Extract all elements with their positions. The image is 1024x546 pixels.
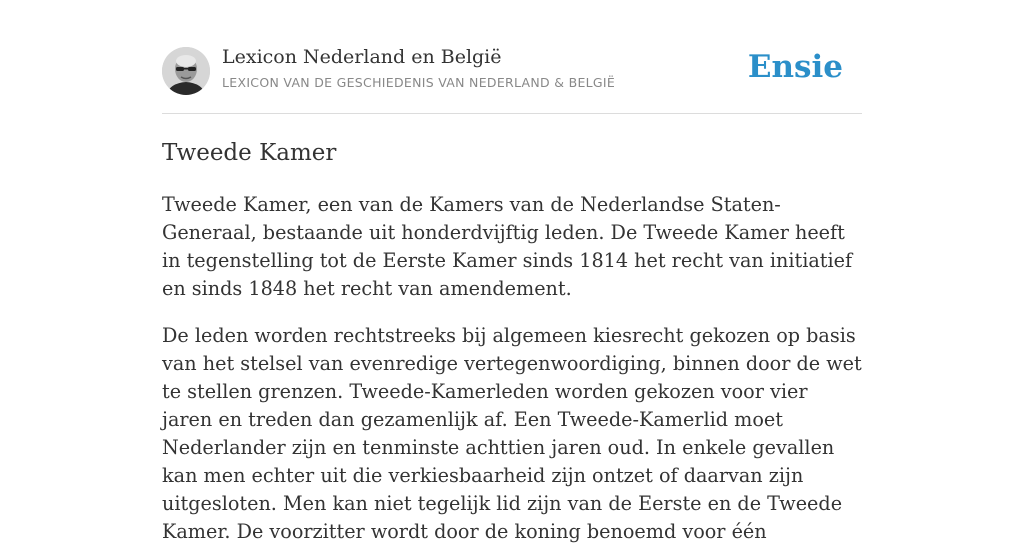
source-header (162, 0, 862, 114)
page (162, 0, 862, 546)
author-avatar-icon[interactable] (162, 47, 210, 95)
ensie-logo-link[interactable]: Ensie (747, 49, 843, 85)
entry-body (162, 191, 862, 546)
source-subtitle: LEXICON VAN DE GESCHIEDENIS VAN NEDERLAND & BELGIË (222, 75, 616, 90)
entry-paragraph: De leden worden rechtstreeks bij algemeen kiesrecht gekozen op basis van het stelsel van evenredige vertegenwoordiging, binnen door de wet te stellen grenzen. Tweede-Kamerleden worden gekozen voor vier jaren en treden dan gezamenlijk af. Een Tweede-Kamerlid moet Nederlander zijn en tenminste achttien jaren oud. In enkele gevallen kan men echter uit die verkiesbaarheid zijn ontzet of daarvan zijn uitgesloten. Men kan niet tegelijk lid zijn van de Eerste en de Tweede Kamer. De voorzitter wordt door de koning benoemd voor één (162, 324, 862, 543)
entry-title: Tweede Kamer (162, 140, 337, 166)
source-title-link[interactable]: Lexicon Nederland en België (222, 46, 502, 68)
entry-paragraph: Tweede Kamer, een van de Kamers van de Nederlandse Staten-Generaal, bestaande uit honderdvijftig leden. De Tweede Kamer heeft in tegenstelling tot de Eerste Kamer sinds 1814 het recht van initiatief en sinds 1848 het recht van amendement. (162, 193, 853, 300)
